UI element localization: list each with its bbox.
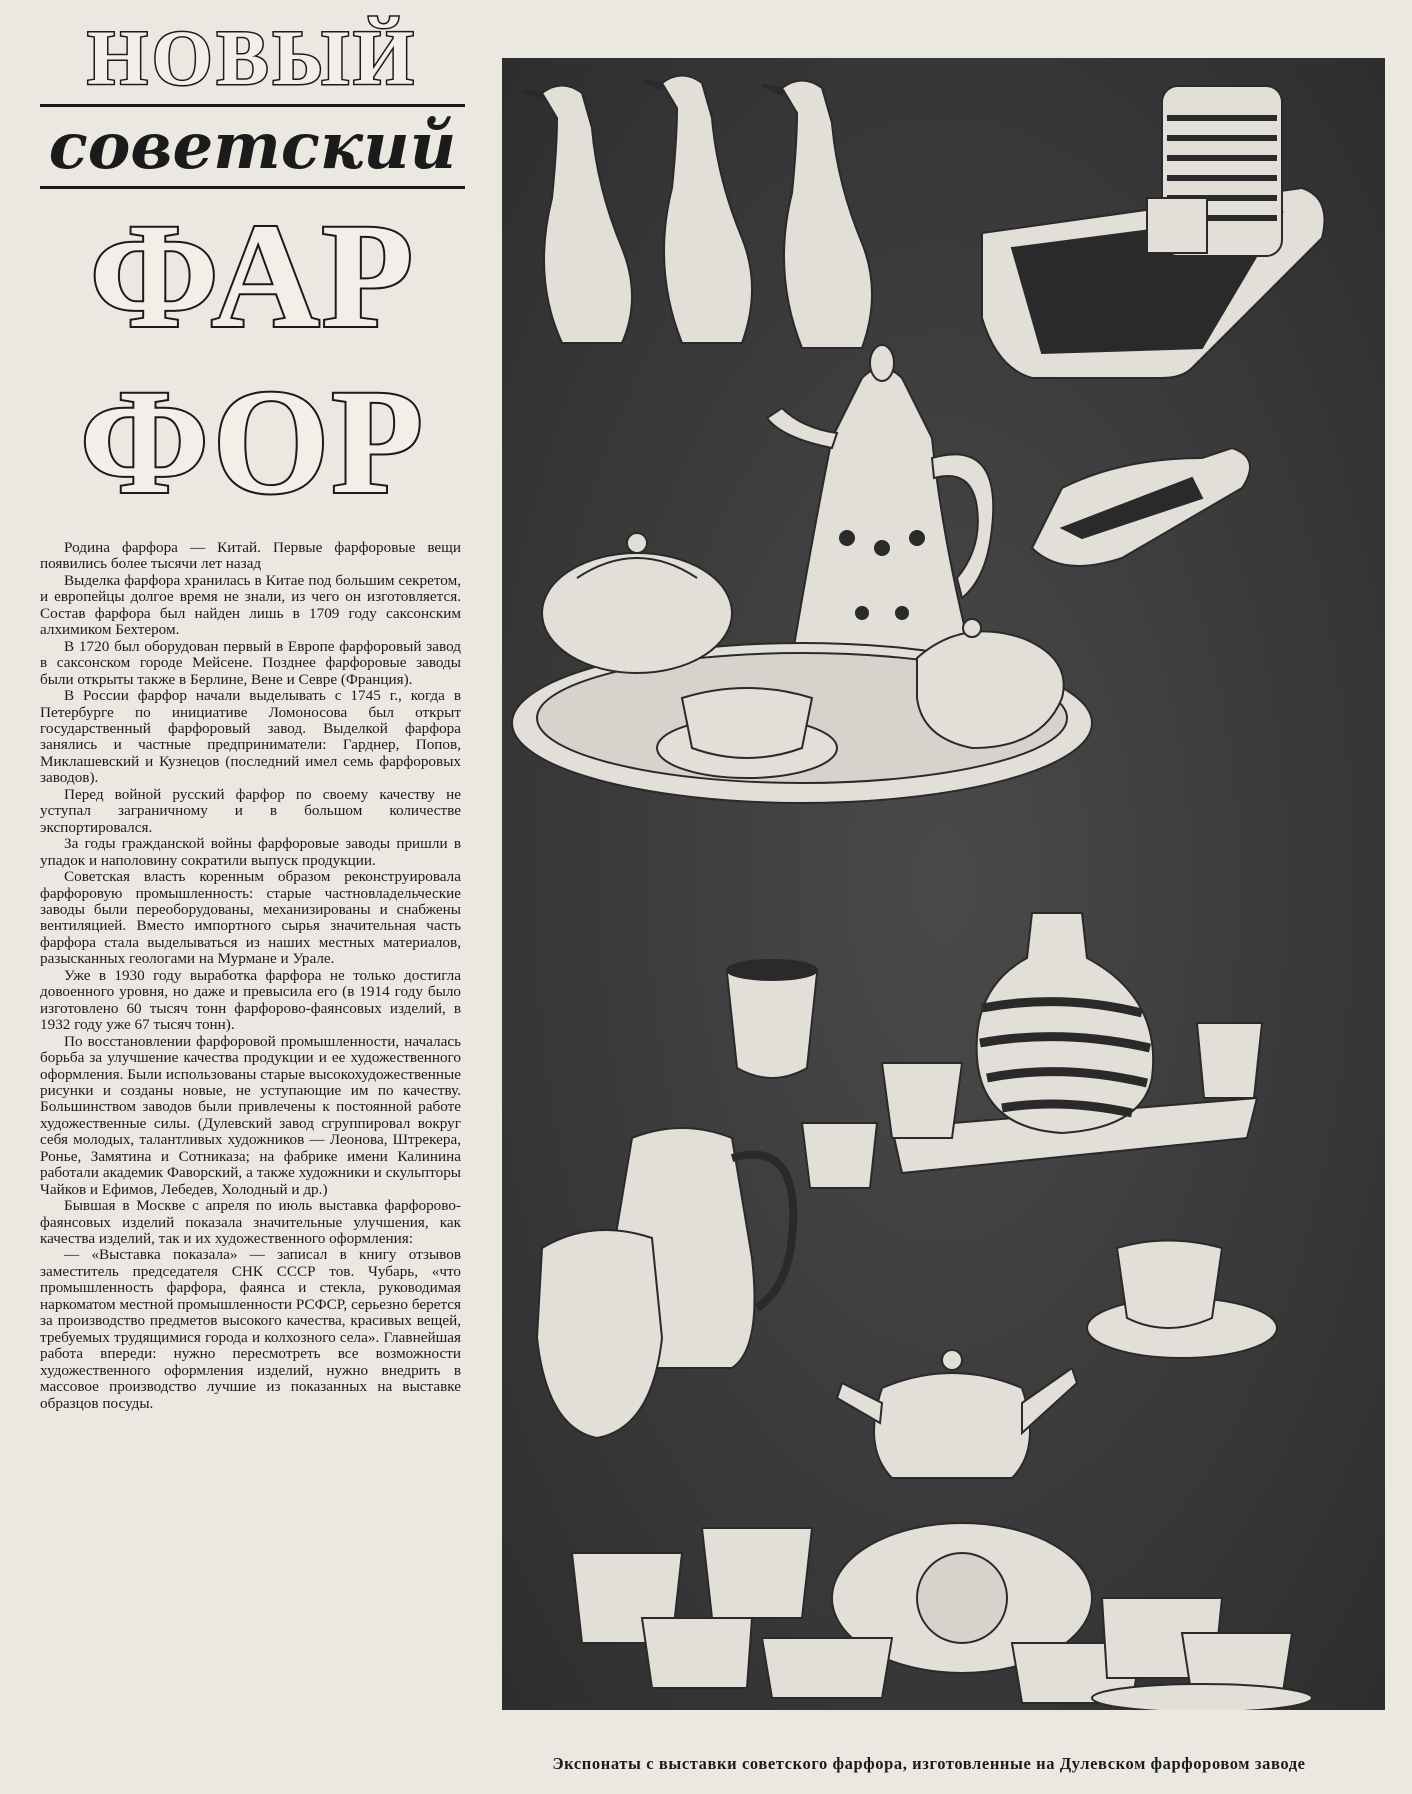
article-paragraph: Выделка фарфора хранилась в Китае под большим секретом, и европейцы долгое время не знали, из чего он изготовляется. Состав фарфора был найден лишь в 1709 году саксонским алхимиком Бехтером. — [40, 571, 461, 639]
headline-line-1: НОВЫЙ — [87, 14, 418, 101]
photo-caption: Экспонаты с выставки советского фарфора, изготовленные на Дулевском фарфоровом заводе — [552, 1754, 1306, 1773]
article-paragraph: Родина фарфора — Китай. Первые фарфоровые вещи появились более тысячи лет назад — [40, 540, 461, 573]
article-paragraph: За годы гражданской войны фарфоровые заводы пришли в упадок и наполовину сократили выпуск продукции. — [40, 835, 461, 869]
article-paragraph: — «Выставка показала» — записал в книгу отзывов заместитель председателя СНК СССР тов. Чубарь, «что промышленность фарфора, фаянса и стекла, руководимая наркоматом местной промышленности РСФСР, серьезно берется за производство предметов высокого качества, красивых вещей, требуемых трудящимися города и колхозного села». Главнейшая работа впереди: нужно пересмотреть все возможности художественного оформления изделий, нужно внедрить в массовое производство лучшие из показанных на выставке образцов посуды. — [40, 1246, 461, 1412]
article-paragraph: В 1720 был оборудован первый в Европе фарфоровый завод в саксонском городе Мейсене. Позднее фарфоровые заводы были открыты также в Берлине, Вене и Севре (Франция). — [40, 637, 461, 688]
headline-line-2: советский — [48, 109, 457, 184]
headline — [40, 14, 465, 525]
article-paragraph: По восстановлении фарфоровой промышленности, началась борьба за улучшение качества продукции и ее художественного оформления. Были использованы старые высокохудожественные рисунки и созданы новые, не уступающие им по качеству. Большинством заводов были привлечены к постоянной работе художественные силы. (Дулевский завод сгруппировал вокруг себя молодых, талантливых художников — Леонова, Штрекера, Ронье, Замятина и Сотниказа; на фабрике имени Калинина работали академик Фаворский, а также художники и скульпторы Чайков и Ефимов, Лебедев, Холодный и др.) — [40, 1032, 461, 1198]
small-cup — [727, 960, 817, 1078]
teacup — [657, 688, 837, 778]
porcelain-photo — [502, 58, 1385, 1710]
article-paragraph: Уже в 1930 году выработка фарфора не только достигла довоенного уровня, но даже и превысила его (в 1914 году было изготовлено 60 тысяч тонн фарфорово-фаянсовых изделий, в 1932 году уже 67 тысяч тонн). — [40, 966, 461, 1034]
headline-line-4: ФОР — [80, 359, 425, 525]
article-paragraph: Перед войной русский фарфор по своему качеству не уступал заграничному и в большом количестве экспортировался. — [40, 785, 461, 836]
article-paragraph: Бывшая в Москве с апреля по июль выставка фарфорово-фаянсовых изделий показала значительные улучшения, как качества изделий, так и их художественного оформления: — [40, 1197, 461, 1248]
headline-line-3: ФАР — [89, 193, 416, 359]
headline-rule-bottom — [40, 186, 465, 189]
article-paragraph: Советская власть коренным образом реконструировала фарфоровую промышленность: старые частновладельческие заводы были переоборудованы, механизированы и снабжены вентиляцией. Вместо импортного сырья значительная часть фарфора стала выделываться из наших местных материалов, разысканных геологами на Мурмане и Урале. — [40, 868, 461, 968]
article-body — [40, 540, 461, 1780]
article-paragraph: В России фарфор начали выделывать с 1745 г., когда в Петербурге по инициативе Ломоносова был открыт государственный фарфоровый завод. Выделкой фарфора занялись и частные предприниматели: Гарднер, Попов, Миклашевский и Кузнецов (последний имел семь фарфоровых заводов). — [40, 687, 461, 787]
headline-rule-top — [40, 104, 465, 107]
